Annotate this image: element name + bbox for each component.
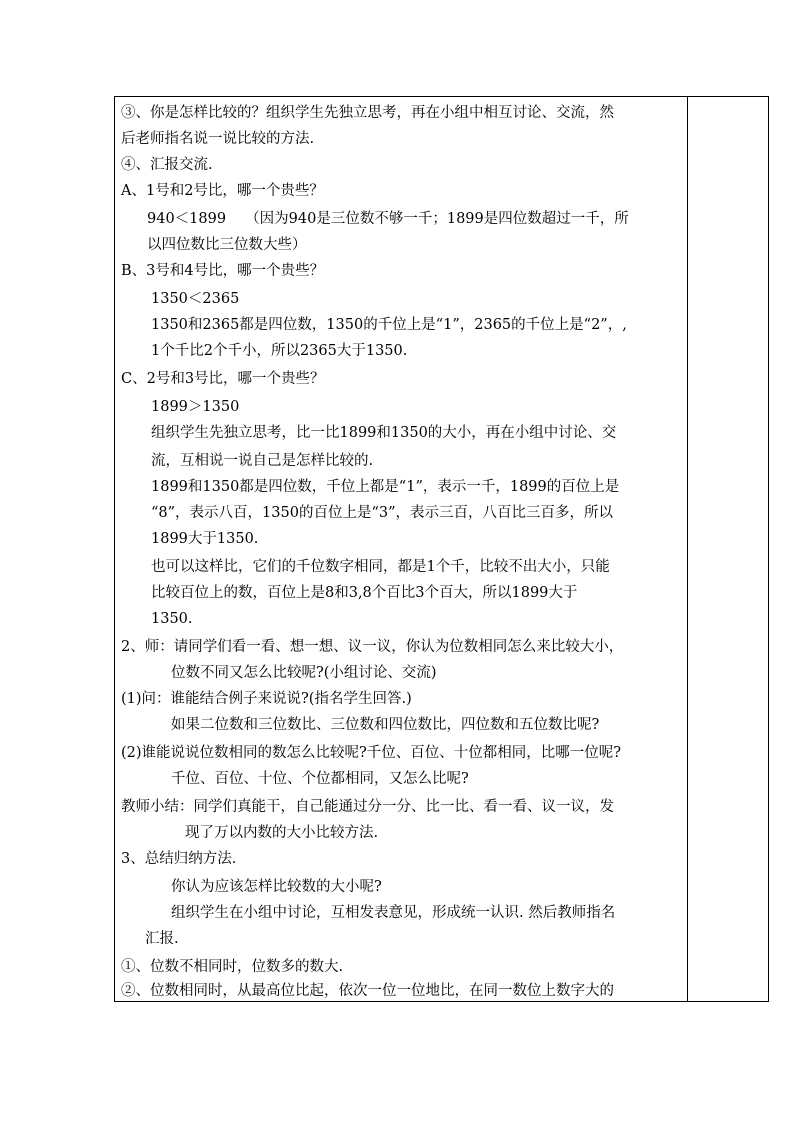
text-line: 以四位数比三位数大些） <box>147 237 307 253</box>
text-line: ③、你是怎样比较的？组织学生先独立思考，再在小组中相互讨论、交流，然 <box>121 105 614 121</box>
text-line: 后老师指名说一说比较的方法. <box>121 131 315 147</box>
text-line: 你认为应该怎样比较数的大小呢? <box>171 879 382 895</box>
text-line: 位数不同又怎么比较呢?(小组讨论、交流) <box>171 665 437 681</box>
text-line: 比较百位上的数，百位上是8和3,8个百比3个百大，所以1899大于 <box>151 585 578 601</box>
column-divider <box>687 97 688 1001</box>
lesson-content-cell <box>115 97 687 1001</box>
text-line: (1)问：谁能结合例子来说说?(指名学生回答.) <box>121 691 412 707</box>
text-line: A、1号和2号比，哪一个贵些？ <box>121 183 324 199</box>
text-line: 1350. <box>151 611 193 627</box>
text-line: (2)谁能说说位数相同的数怎么比较呢?千位、百位、十位都相同，比哪一位呢? <box>121 745 622 761</box>
text-line: 1350＜2365 <box>151 291 240 307</box>
text-line: 1350和2365都是四位数，1350的千位上是“1”，2365的千位上是“2”，, <box>151 317 627 333</box>
text-line: 教师小结：同学们真能干，自己能通过分一分、比一比、看一看、议一议，发 <box>121 799 614 815</box>
text-line: 2、师：请同学们看一看、想一想、议一议，你认为位数相同怎么来比较大小， <box>121 639 624 655</box>
text-line: C、2号和3号比，哪一个贵些？ <box>121 371 325 387</box>
lesson-table <box>114 96 769 1002</box>
text-line: 1899＞1350 <box>151 399 240 415</box>
text-line: 现了万以内数的大小比较方法. <box>185 825 379 841</box>
text-line: B、3号和4号比，哪一个贵些？ <box>121 263 325 279</box>
text-line: 如果二位数和三位数比、三位数和四位数比，四位数和五位数比呢? <box>171 717 600 733</box>
text-line: 千位、百位、十位、个位都相同，又怎么比呢? <box>171 771 469 787</box>
text-line: 组织学生先独立思考，比一比1899和1350的大小，再在小组中讨论、交 <box>151 425 617 441</box>
text-line: 也可以这样比，它们的千位数字相同，都是1个千，比较不出大小，只能 <box>151 559 610 575</box>
text-line: “8”，表示八百，1350的百位上是“3”，表示三百，八百比三百多，所以 <box>151 505 614 521</box>
text-line: 汇报. <box>145 931 179 947</box>
text-line: ②、位数相同时，从最高位比起，依次一位一位地比，在同一数位上数字大的 <box>121 983 614 999</box>
text-line: 1899大于1350. <box>151 531 259 547</box>
text-line: ④、汇报交流. <box>121 157 213 173</box>
text-line: ①、位数不相同时，位数多的数大. <box>121 959 344 975</box>
text-line: 940＜1899 （因为940是三位数不够一千；1899是四位数超过一千，所 <box>147 211 629 227</box>
text-line: 组织学生在小组中讨论，互相发表意见，形成统一认识. 然后教师指名 <box>171 905 616 921</box>
text-line: 3、总结归纳方法. <box>121 851 237 867</box>
text-line: 1899和1350都是四位数，千位上都是“1”，表示一千，1899的百位上是 <box>151 479 620 495</box>
text-line: 流，互相说一说自己是怎样比较的. <box>151 453 374 469</box>
text-line: 1个千比2个千小，所以2365大于1350. <box>151 343 408 359</box>
